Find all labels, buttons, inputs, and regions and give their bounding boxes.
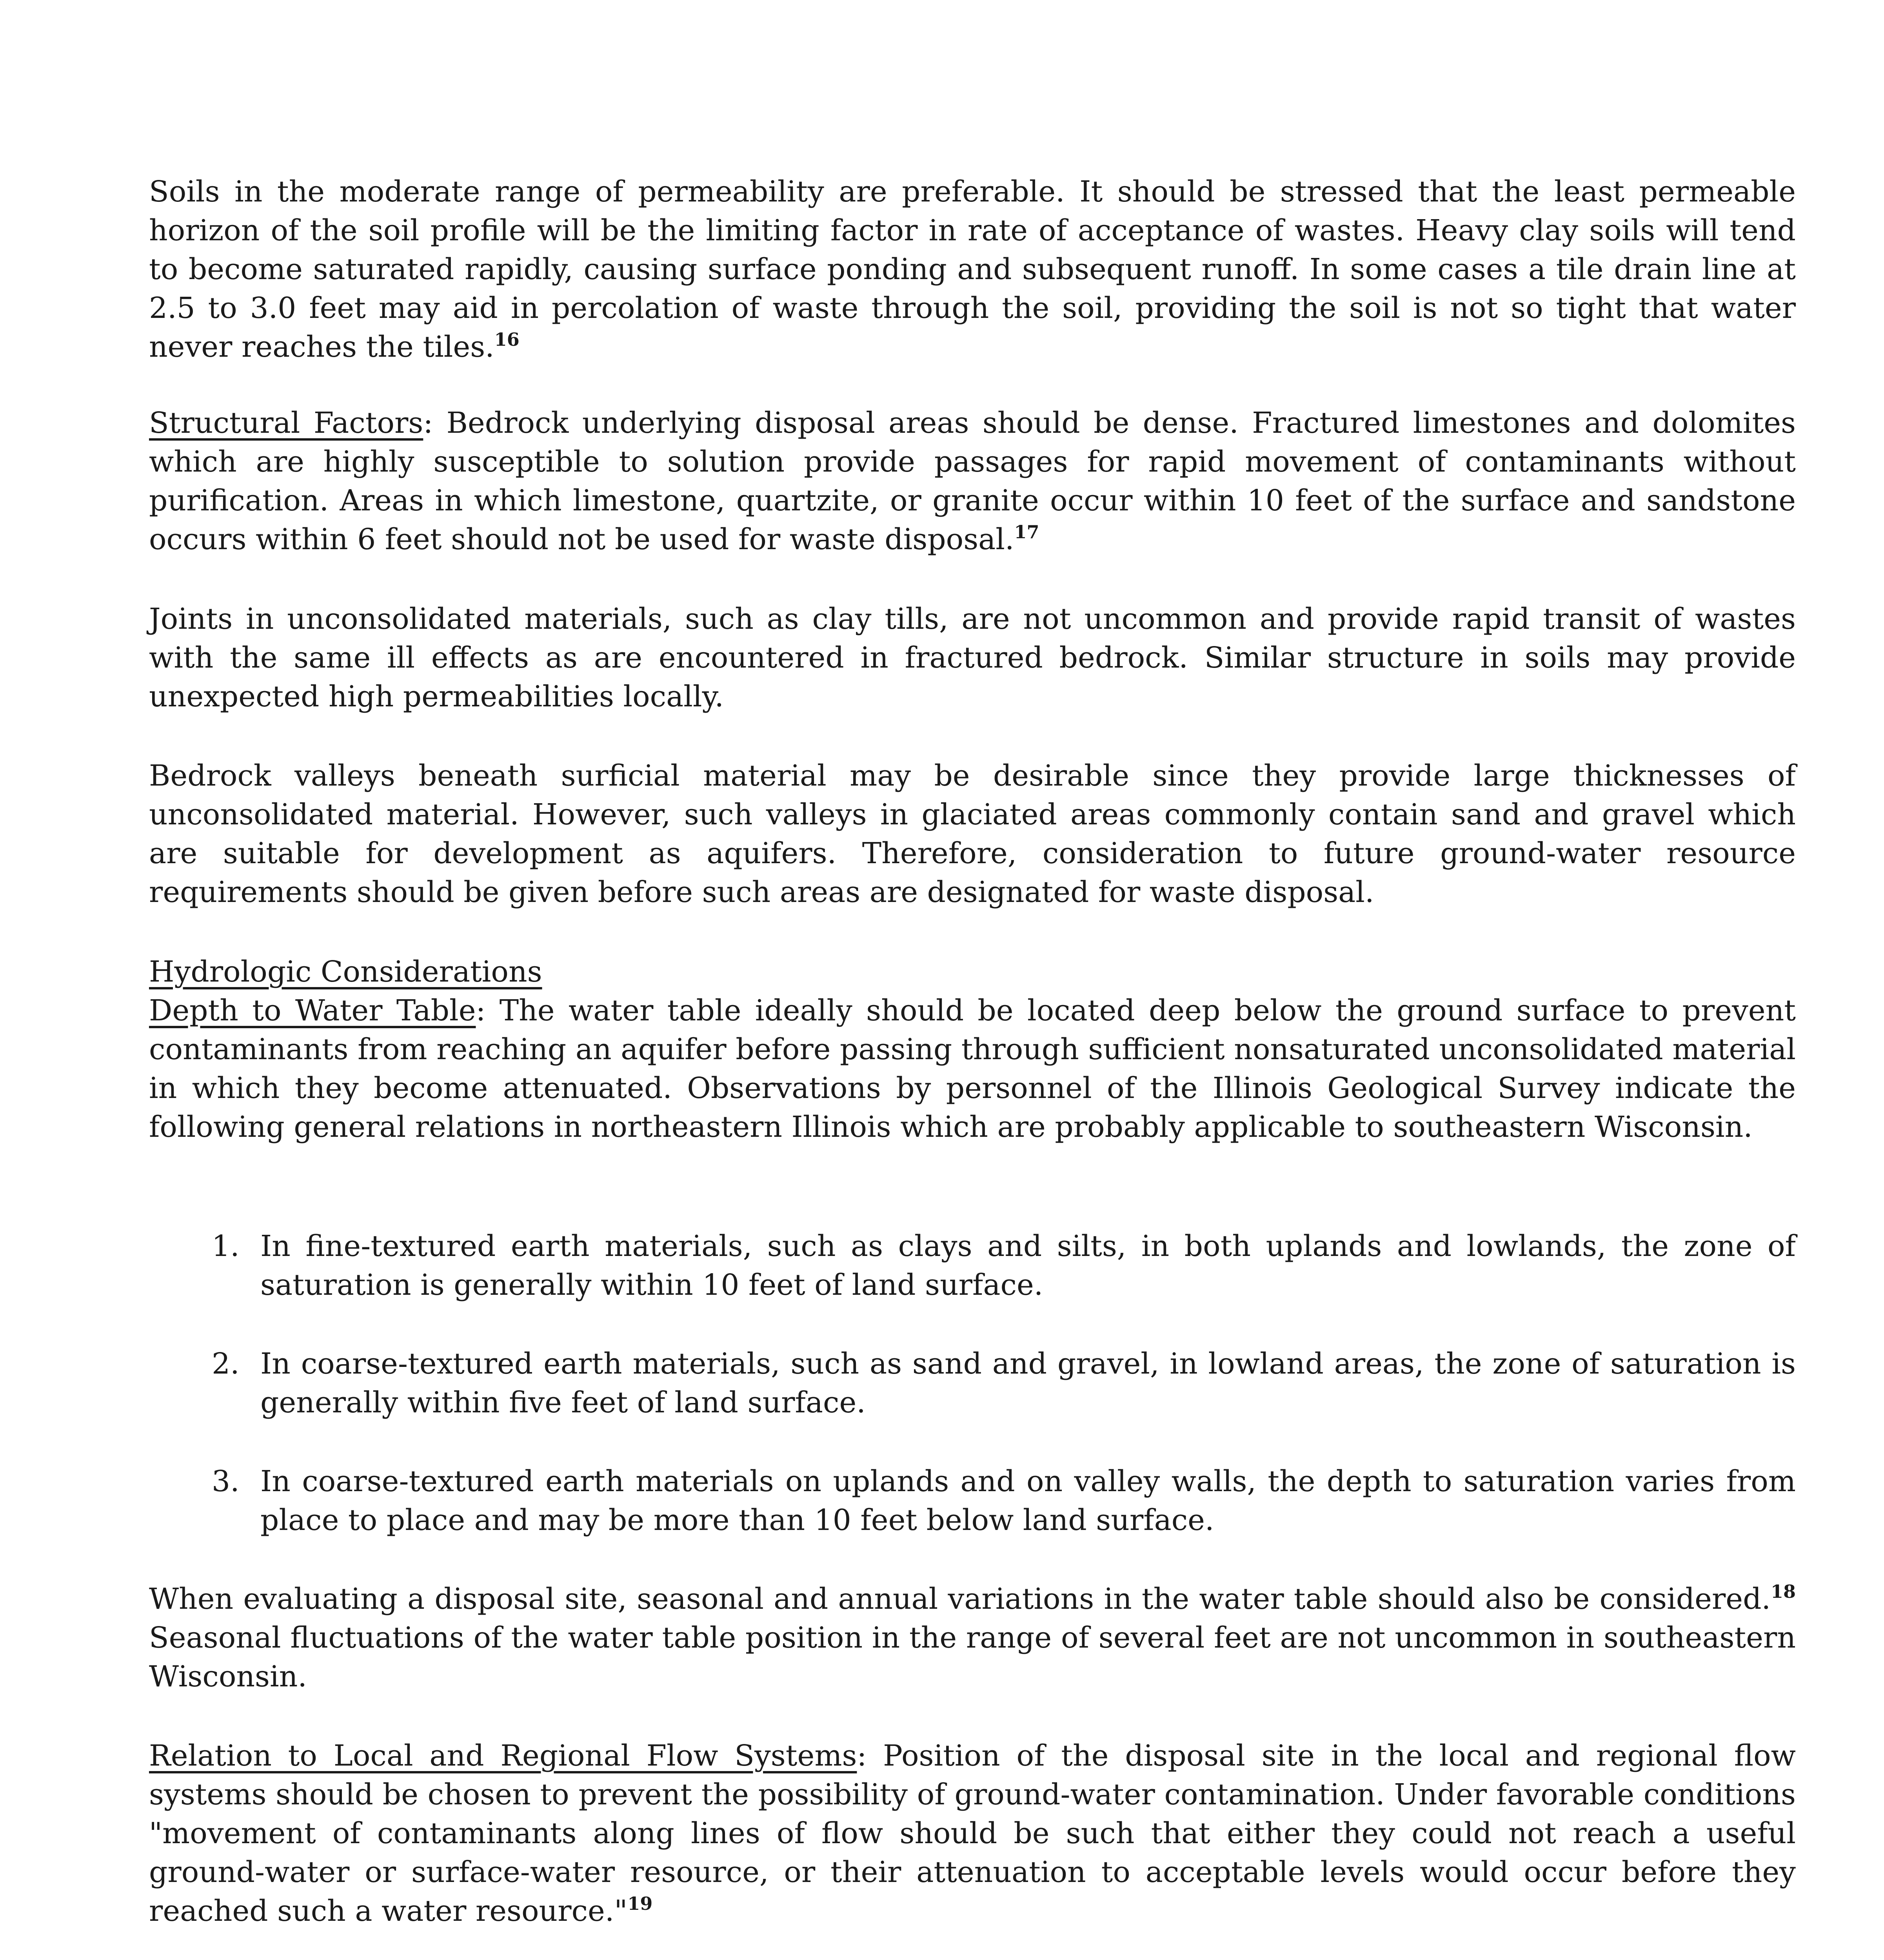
paragraph-text: : Position of the disposal site in the local and regional flow systems should be chosen to prevent the possibility of ground-water contamination. Under favorable conditions "movement of contaminants along lines of flow should be such that either they could not reach a useful ground-water or surface-water resource, or their attenuation to acceptable levels would occur before they reached such a water resource.": [149, 1739, 1796, 1928]
paragraph-structural-factors: [149, 404, 1796, 559]
list-text: In coarse-textured earth materials, such as sand and gravel, in lowland areas, the zone of saturation is generally within five feet of land surface.: [260, 1347, 1796, 1419]
paragraph-seasonal: [149, 1580, 1796, 1696]
paragraph-text: Seasonal fluctuations of the water table position in the range of several feet are not uncommon in southeastern Wisconsin.: [149, 1621, 1796, 1693]
section-hydrologic: [149, 953, 1796, 1147]
list-number: 3.: [212, 1465, 240, 1498]
paragraph-soils: [149, 172, 1796, 367]
footnote-ref: 16: [494, 329, 520, 350]
paragraph-text: Soils in the moderate range of permeability are preferable. It should be stressed that the least permeable horizon of the soil profile will be the limiting factor in rate of acceptance of wastes. Heavy clay soils will tend to become saturated rapidly, causing surface ponding and subsequent runoff. In some cases a tile drain line at 2.5 to 3.0 feet may aid in percolation of waste through the soil, providing the soil is not so tight that water never reaches the tiles.: [149, 175, 1796, 364]
footnote-ref: 19: [627, 1893, 653, 1914]
paragraph-flow-systems: [149, 1737, 1796, 1931]
footnote-ref: 17: [1014, 521, 1039, 543]
footnote-ref: 18: [1770, 1581, 1796, 1602]
list-text: In fine-textured earth materials, such as clays and silts, in both uplands and lowlands, the zone of saturation is generally within 10 feet of land surface.: [260, 1229, 1796, 1302]
paragraph-text: : Bedrock underlying disposal areas should be dense. Fractured limestones and dolomites which are highly susceptible to solution provide passages for rapid movement of contaminants without purification. Areas in which limestone, quartzite, or granite occur within 10 feet of the surface and sandstone occurs within 6 feet should not be used for waste disposal.: [149, 406, 1796, 556]
heading-structural-factors: Structural Factors: [149, 406, 423, 440]
list-number: 2.: [212, 1347, 240, 1381]
heading-depth-to-water-table: Depth to Water Table: [149, 994, 476, 1027]
list-item: [212, 1345, 1796, 1422]
list-number: 1.: [212, 1229, 240, 1263]
paragraph-text: When evaluating a disposal site, seasonal and annual variations in the water table should also be considered.: [149, 1582, 1771, 1616]
paragraph-bedrock-valleys: [149, 757, 1796, 912]
list-item: [212, 1462, 1796, 1540]
paragraph-text: Joints in unconsolidated materials, such as clay tills, are not uncommon and provide rapid transit of wastes with the same ill effects as are encountered in fractured bedrock. Similar structure in soils may provide unexpected high permeabilities locally.: [149, 602, 1796, 713]
paragraph-joints: [149, 600, 1796, 716]
list-text: In coarse-textured earth materials on uplands and on valley walls, the depth to saturation varies from place to place and may be more than 10 feet below land surface.: [260, 1465, 1796, 1537]
paragraph-text: Bedrock valleys beneath surficial material may be desirable since they provide large thicknesses of unconsolidated material. However, such valleys in glaciated areas commonly contain sand and gravel which are suitable for development as aquifers. Therefore, consideration to future ground-water resource requirements should be given before such areas are designated for waste disposal.: [149, 759, 1796, 909]
paragraph-text: : The water table ideally should be located deep below the ground surface to prevent contaminants from reaching an aquifer before passing through sufficient nonsaturated unconsolidated material in which they become attenuated. Observations by personnel of the Illinois Geological Survey indicate the following general relations in northeastern Illinois which are probably applicable to southeastern Wisconsin.: [149, 994, 1796, 1144]
heading-flow-systems: Relation to Local and Regional Flow Systems: [149, 1739, 857, 1773]
heading-hydrologic-considerations: Hydrologic Considerations: [149, 955, 542, 989]
list-item: [212, 1227, 1796, 1305]
